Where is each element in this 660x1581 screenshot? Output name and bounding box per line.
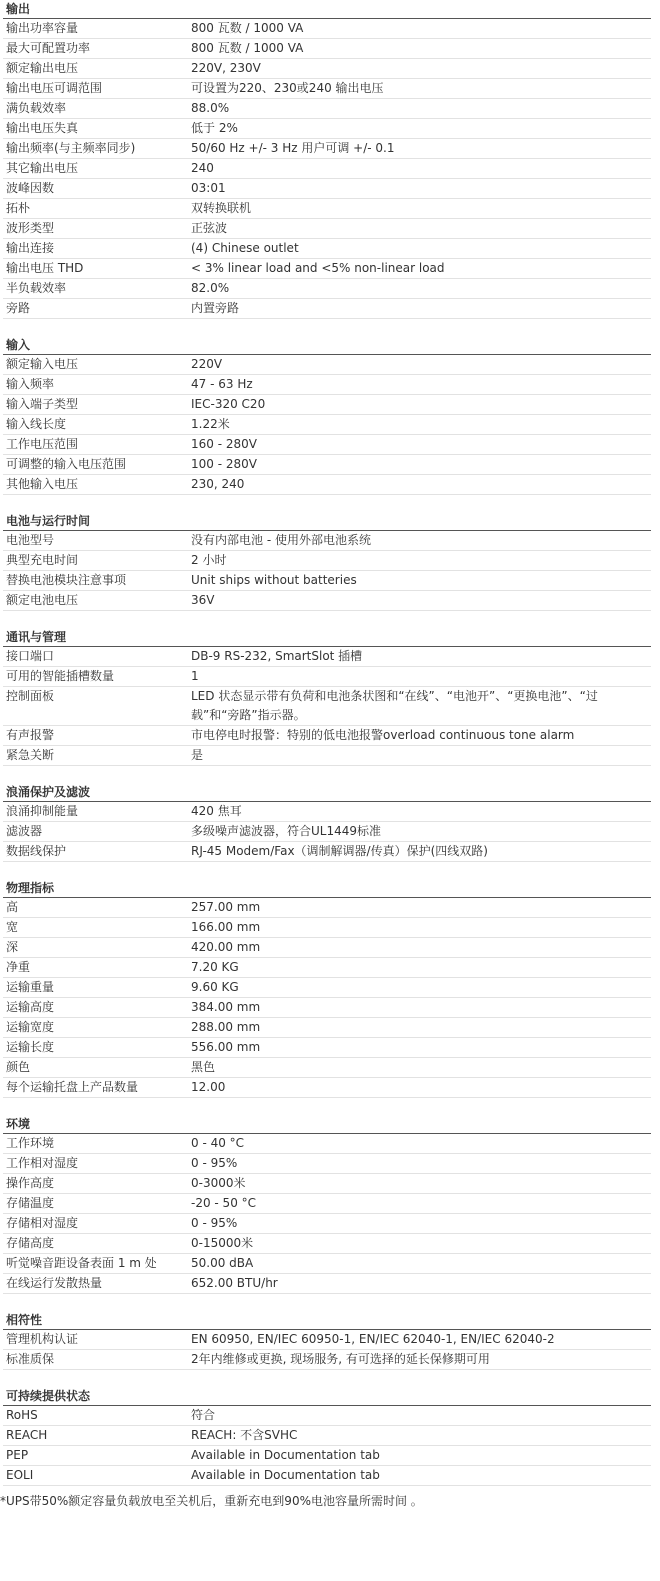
spec-row bbox=[3, 455, 651, 475]
spec-value: REACH: 不含SVHC bbox=[191, 1428, 298, 1442]
spec-value: 低于 2% bbox=[191, 121, 238, 135]
spec-row bbox=[3, 822, 651, 842]
spec-value: 800 瓦数 / 1000 VA bbox=[191, 21, 304, 35]
spec-value: 100 - 280V bbox=[191, 457, 257, 471]
spec-label: 输入线长度 bbox=[6, 417, 67, 431]
section-gap bbox=[3, 1294, 651, 1311]
spec-row bbox=[3, 1446, 651, 1466]
spec-row bbox=[3, 1038, 651, 1058]
spec-label: REACH bbox=[6, 1428, 48, 1442]
spec-label: 每个运输托盘上产品数量 bbox=[6, 1080, 139, 1094]
spec-value: 160 - 280V bbox=[191, 437, 257, 451]
spec-value: Unit ships without batteries bbox=[191, 573, 357, 587]
spec-value: RJ-45 Modem/Fax（调制解调器/传真）保护(四线双路) bbox=[191, 844, 488, 858]
section-title: 通讯与管理 bbox=[3, 628, 651, 647]
section-title: 电池与运行时间 bbox=[3, 512, 651, 531]
spec-row bbox=[3, 1194, 651, 1214]
spec-label: 紧急关断 bbox=[6, 748, 55, 762]
spec-section bbox=[3, 783, 651, 862]
spec-section bbox=[3, 628, 651, 766]
spec-value: 230, 240 bbox=[191, 477, 245, 491]
spec-label: 输出电压 THD bbox=[6, 261, 84, 275]
spec-row bbox=[3, 435, 651, 455]
spec-label: 输入频率 bbox=[6, 377, 55, 391]
spec-value: 正弦波 bbox=[191, 221, 228, 235]
spec-label: 输出功率容量 bbox=[6, 21, 79, 35]
spec-row bbox=[3, 687, 651, 726]
spec-value: 符合 bbox=[191, 1408, 216, 1422]
spec-label: 运输宽度 bbox=[6, 1020, 55, 1034]
spec-label: 半负载效率 bbox=[6, 281, 67, 295]
section-title: 相符性 bbox=[3, 1311, 651, 1330]
spec-label: 工作环境 bbox=[6, 1136, 55, 1150]
spec-row bbox=[3, 842, 651, 862]
spec-value: 12.00 bbox=[191, 1080, 226, 1094]
section-gap bbox=[3, 766, 651, 783]
spec-label: 存储温度 bbox=[6, 1196, 55, 1210]
spec-row bbox=[3, 1058, 651, 1078]
spec-row bbox=[3, 39, 651, 59]
spec-row bbox=[3, 475, 651, 495]
spec-row bbox=[3, 1254, 651, 1274]
spec-value: IEC-320 C20 bbox=[191, 397, 266, 411]
spec-label: 额定输入电压 bbox=[6, 357, 79, 371]
spec-section bbox=[3, 1115, 651, 1294]
spec-label: 控制面板 bbox=[6, 689, 55, 703]
spec-value: 可设置为220、230或240 输出电压 bbox=[191, 81, 384, 95]
spec-label: 有声报警 bbox=[6, 728, 55, 742]
spec-value: 420 焦耳 bbox=[191, 804, 242, 818]
spec-label: 额定输出电压 bbox=[6, 61, 79, 75]
spec-value: 7.20 KG bbox=[191, 960, 239, 974]
spec-value: 内置旁路 bbox=[191, 301, 240, 315]
spec-row bbox=[3, 1466, 651, 1486]
section-gap bbox=[3, 495, 651, 512]
spec-row bbox=[3, 395, 651, 415]
spec-label: PEP bbox=[6, 1448, 29, 1462]
spec-value: 0 - 40 °C bbox=[191, 1136, 245, 1150]
spec-value: (4) Chinese outlet bbox=[191, 241, 299, 255]
spec-row bbox=[3, 1018, 651, 1038]
spec-row bbox=[3, 355, 651, 375]
spec-label: 电池型号 bbox=[6, 533, 55, 547]
spec-label: 在线运行发散热量 bbox=[6, 1276, 103, 1290]
spec-label: 标准质保 bbox=[6, 1352, 55, 1366]
spec-label: 旁路 bbox=[6, 301, 31, 315]
spec-value: 0 - 95% bbox=[191, 1216, 238, 1230]
spec-value: 9.60 KG bbox=[191, 980, 239, 994]
spec-value: 556.00 mm bbox=[191, 1040, 261, 1054]
spec-value: 652.00 BTU/hr bbox=[191, 1276, 278, 1290]
spec-section bbox=[3, 879, 651, 1098]
spec-row bbox=[3, 918, 651, 938]
section-gap bbox=[3, 1370, 651, 1387]
spec-value: 市电停电时报警：特别的低电池报警overload continuous tone alarm bbox=[191, 728, 575, 742]
spec-row bbox=[3, 746, 651, 766]
spec-row bbox=[3, 199, 651, 219]
spec-section bbox=[3, 1387, 651, 1486]
spec-label: 输出连接 bbox=[6, 241, 55, 255]
spec-row bbox=[3, 1214, 651, 1234]
spec-label: 工作电压范围 bbox=[6, 437, 79, 451]
spec-label: 额定电池电压 bbox=[6, 593, 79, 607]
spec-label: 输出电压可调范围 bbox=[6, 81, 103, 95]
spec-row bbox=[3, 998, 651, 1018]
section-title: 可持续提供状态 bbox=[3, 1387, 651, 1406]
spec-row bbox=[3, 59, 651, 79]
spec-row bbox=[3, 898, 651, 918]
spec-label: 波峰因数 bbox=[6, 181, 55, 195]
spec-label: EOLI bbox=[6, 1468, 34, 1482]
section-title: 浪涌保护及滤波 bbox=[3, 783, 651, 802]
spec-label: 可用的智能插槽数量 bbox=[6, 669, 115, 683]
spec-row bbox=[3, 726, 651, 746]
spec-row bbox=[3, 99, 651, 119]
spec-value: 双转换联机 bbox=[191, 201, 252, 215]
spec-label: 满负载效率 bbox=[6, 101, 67, 115]
footnote: *UPS带50%额定容量负载放电至关机后，重新充电到90%电池容量所需时间 。 bbox=[0, 1494, 423, 1508]
spec-label: 工作相对湿度 bbox=[6, 1156, 79, 1170]
spec-value: 166.00 mm bbox=[191, 920, 261, 934]
spec-value: 88.0% bbox=[191, 101, 230, 115]
spec-value: 03:01 bbox=[191, 181, 226, 195]
spec-label: 拓朴 bbox=[6, 201, 31, 215]
spec-row bbox=[3, 299, 651, 319]
spec-label: 管理机构认证 bbox=[6, 1332, 79, 1346]
spec-label: 替换电池模块注意事项 bbox=[6, 573, 127, 587]
spec-row bbox=[3, 802, 651, 822]
spec-value: 47 - 63 Hz bbox=[191, 377, 253, 391]
section-title: 输出 bbox=[3, 0, 651, 19]
spec-value: DB-9 RS-232, SmartSlot 插槽 bbox=[191, 649, 363, 663]
spec-label: 其它输出电压 bbox=[6, 161, 79, 175]
spec-row bbox=[3, 119, 651, 139]
spec-label: 浪涌抑制能量 bbox=[6, 804, 79, 818]
spec-row bbox=[3, 1406, 651, 1426]
spec-label: 听觉噪音距设备表面 1 m 处 bbox=[6, 1256, 157, 1270]
spec-value: 82.0% bbox=[191, 281, 230, 295]
spec-value: 36V bbox=[191, 593, 215, 607]
spec-value: 420.00 mm bbox=[191, 940, 261, 954]
spec-value: 1 bbox=[191, 669, 199, 683]
spec-row bbox=[3, 667, 651, 687]
spec-row bbox=[3, 239, 651, 259]
spec-row bbox=[3, 279, 651, 299]
spec-row bbox=[3, 1174, 651, 1194]
spec-value: 384.00 mm bbox=[191, 1000, 261, 1014]
spec-label: RoHS bbox=[6, 1408, 38, 1422]
spec-value: 是 bbox=[191, 748, 204, 762]
spec-label: 接口端口 bbox=[6, 649, 55, 663]
spec-value: 50/60 Hz +/- 3 Hz 用户可调 +/- 0.1 bbox=[191, 141, 395, 155]
spec-label: 输出频率(与主频率同步) bbox=[6, 141, 136, 155]
spec-row bbox=[3, 1234, 651, 1254]
spec-row bbox=[3, 1330, 651, 1350]
spec-row bbox=[3, 1426, 651, 1446]
spec-label: 典型充电时间 bbox=[6, 553, 79, 567]
spec-row bbox=[3, 1134, 651, 1154]
spec-row bbox=[3, 531, 651, 551]
spec-label: 运输长度 bbox=[6, 1040, 55, 1054]
section-gap bbox=[3, 862, 651, 879]
spec-section bbox=[3, 336, 651, 495]
spec-label: 存储高度 bbox=[6, 1236, 55, 1250]
spec-value: 220V, 230V bbox=[191, 61, 261, 75]
spec-section bbox=[3, 512, 651, 611]
spec-label: 输出电压失真 bbox=[6, 121, 79, 135]
spec-row bbox=[3, 19, 651, 39]
spec-value: 黑色 bbox=[191, 1060, 216, 1074]
spec-label: 运输重量 bbox=[6, 980, 55, 994]
spec-row bbox=[3, 958, 651, 978]
spec-label: 宽 bbox=[6, 920, 19, 934]
spec-section bbox=[3, 1311, 651, 1370]
spec-value: 2年内维修或更换, 现场服务, 有可选择的延长保修期可用 bbox=[191, 1352, 490, 1366]
spec-row bbox=[3, 647, 651, 667]
spec-value: 288.00 mm bbox=[191, 1020, 261, 1034]
spec-value: 0 - 95% bbox=[191, 1156, 238, 1170]
spec-value: 220V bbox=[191, 357, 223, 371]
spec-label: 高 bbox=[6, 900, 19, 914]
spec-label: 净重 bbox=[6, 960, 31, 974]
spec-row bbox=[3, 551, 651, 571]
spec-label: 输入端子类型 bbox=[6, 397, 79, 411]
spec-row bbox=[3, 1154, 651, 1174]
spec-value: 0-3000米 bbox=[191, 1176, 246, 1190]
spec-row bbox=[3, 571, 651, 591]
spec-row bbox=[3, 1078, 651, 1098]
spec-row bbox=[3, 1350, 651, 1370]
spec-row bbox=[3, 139, 651, 159]
section-title: 环境 bbox=[3, 1115, 651, 1134]
spec-row bbox=[3, 938, 651, 958]
spec-label: 可调整的输入电压范围 bbox=[6, 457, 127, 471]
section-gap bbox=[3, 319, 651, 336]
spec-row bbox=[3, 79, 651, 99]
spec-value: LED 状态显示带有负荷和电池条状图和“在线”、“电池开”、“更换电池”、“过载”和“旁路”指示器。 bbox=[191, 689, 598, 722]
spec-value: EN 60950, EN/IEC 60950-1, EN/IEC 62040-1, EN/IEC 62040-2 bbox=[191, 1332, 555, 1346]
spec-row bbox=[3, 1274, 651, 1294]
spec-value: -20 - 50 °C bbox=[191, 1196, 257, 1210]
spec-label: 颜色 bbox=[6, 1060, 31, 1074]
spec-value: Available in Documentation tab bbox=[191, 1468, 380, 1482]
section-title: 物理指标 bbox=[3, 879, 651, 898]
spec-row bbox=[3, 179, 651, 199]
spec-label: 深 bbox=[6, 940, 19, 954]
spec-value: 没有内部电池 - 使用外部电池系统 bbox=[191, 533, 371, 547]
section-gap bbox=[3, 611, 651, 628]
spec-row bbox=[3, 259, 651, 279]
spec-value: 多级噪声滤波器，符合UL1449标准 bbox=[191, 824, 382, 838]
spec-value: 257.00 mm bbox=[191, 900, 261, 914]
spec-row bbox=[3, 591, 651, 611]
spec-label: 最大可配置功率 bbox=[6, 41, 91, 55]
spec-section bbox=[3, 0, 651, 319]
spec-value: 0-15000米 bbox=[191, 1236, 254, 1250]
spec-row bbox=[3, 219, 651, 239]
spec-row bbox=[3, 375, 651, 395]
spec-value: 240 bbox=[191, 161, 214, 175]
spec-label: 波形类型 bbox=[6, 221, 55, 235]
spec-value: 2 小时 bbox=[191, 553, 227, 567]
spec-value: Available in Documentation tab bbox=[191, 1448, 380, 1462]
spec-label: 滤波器 bbox=[6, 824, 43, 838]
spec-value: 50.00 dBA bbox=[191, 1256, 254, 1270]
spec-label: 数据线保护 bbox=[6, 844, 67, 858]
spec-label: 操作高度 bbox=[6, 1176, 55, 1190]
spec-value: < 3% linear load and <5% non-linear load bbox=[191, 261, 445, 275]
spec-row bbox=[3, 978, 651, 998]
spec-row bbox=[3, 159, 651, 179]
spec-value: 1.22米 bbox=[191, 417, 230, 431]
spec-value: 800 瓦数 / 1000 VA bbox=[191, 41, 304, 55]
spec-label: 运输高度 bbox=[6, 1000, 55, 1014]
section-gap bbox=[3, 1098, 651, 1115]
section-title: 输入 bbox=[3, 336, 651, 355]
spec-label: 存储相对湿度 bbox=[6, 1216, 79, 1230]
spec-row bbox=[3, 415, 651, 435]
spec-label: 其他输入电压 bbox=[6, 477, 79, 491]
